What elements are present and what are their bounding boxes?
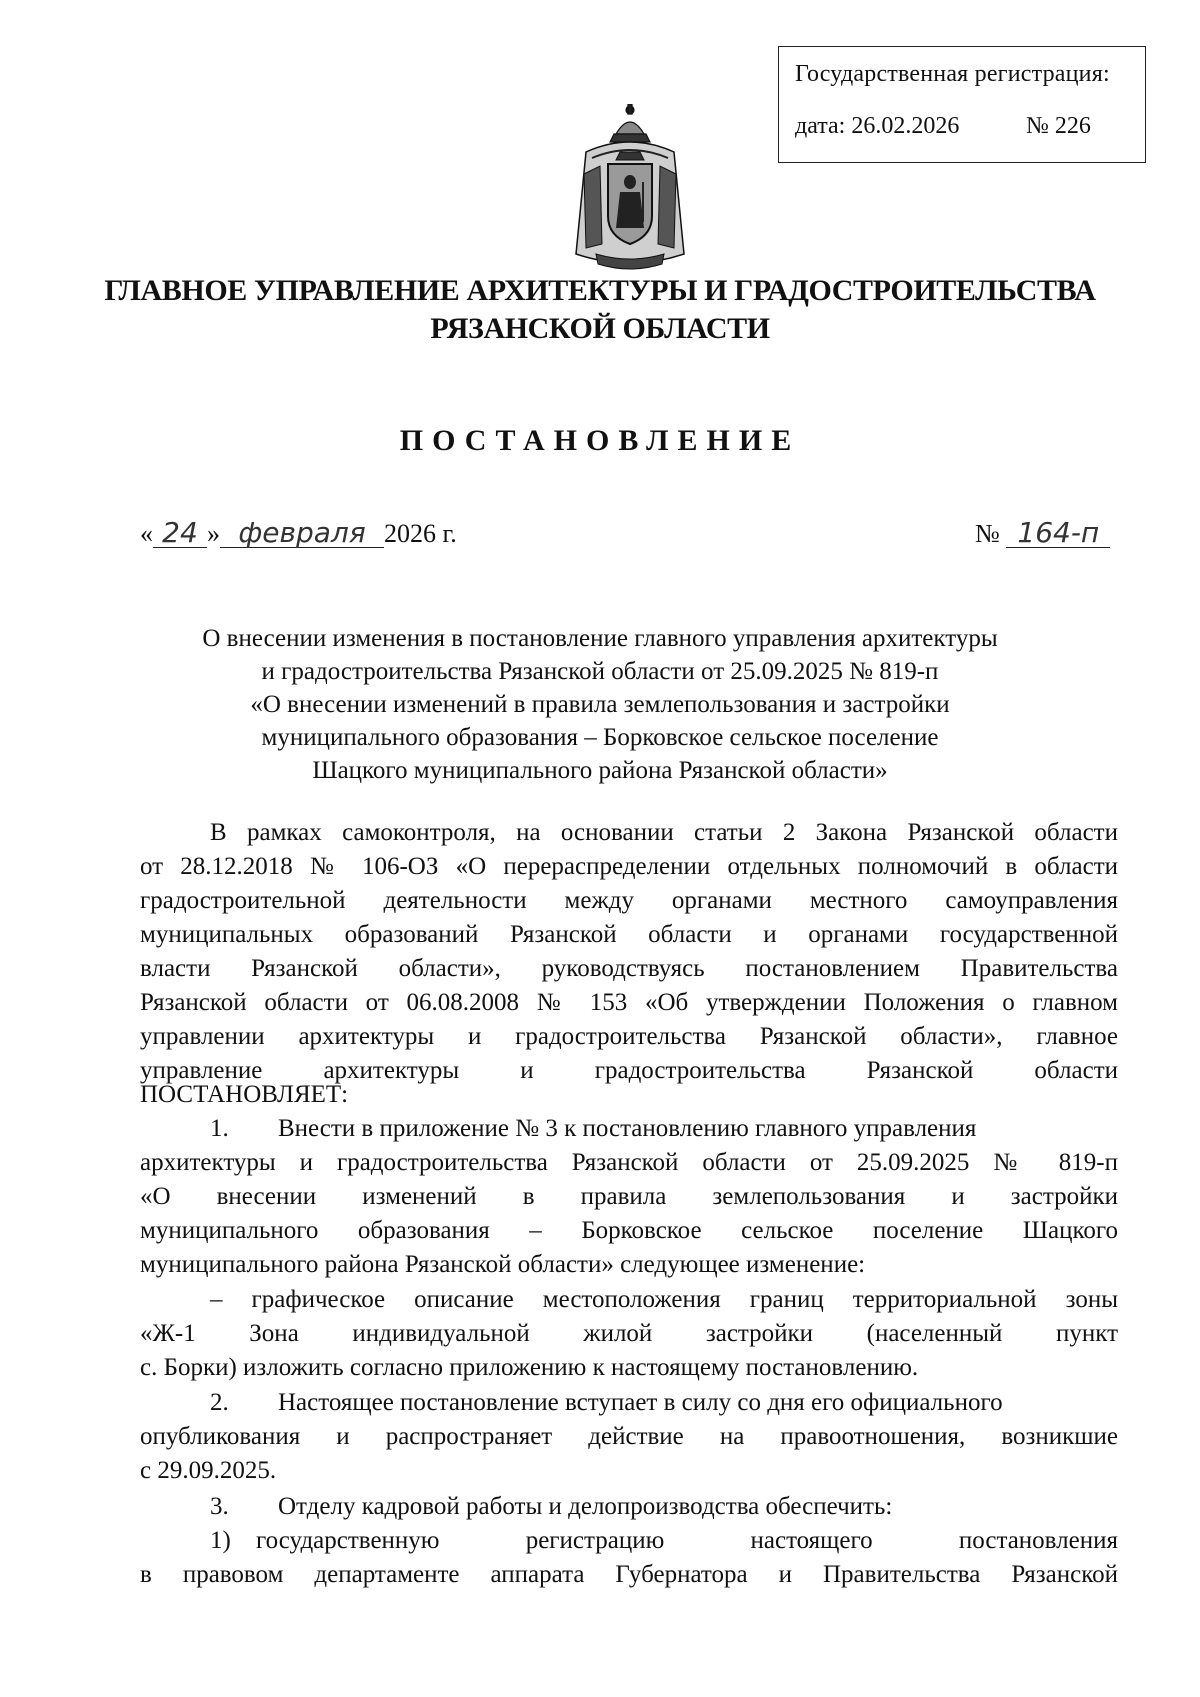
item-1-first-line bbox=[210, 1114, 1118, 1144]
document-number bbox=[975, 516, 1110, 549]
item-1-marker: 1. bbox=[210, 1115, 229, 1142]
item-2-line: с 29.09.2025. bbox=[140, 1457, 277, 1484]
document-type: ПОСТАНОВЛЕНИЕ bbox=[399, 424, 801, 457]
subject-line: и градостроительства Рязанской области от 25.09.2025 № 819-п bbox=[261, 658, 939, 685]
item-3-1-line: в правовом департаменте аппарата Губернатора и Правительства Рязанской bbox=[140, 1561, 1118, 1588]
preamble-line: власти Рязанской области», руководствуясь постановлением Правительства bbox=[140, 955, 1118, 982]
item-2-text: Настоящее постановление вступает в силу со дня его официального bbox=[278, 1389, 1003, 1416]
item-1-line: муниципального образования – Борковское сельское поселение Шацкого bbox=[140, 1217, 1118, 1244]
registration-number: № 226 bbox=[1026, 113, 1091, 139]
document-number-label: № bbox=[975, 519, 1000, 548]
item-2-marker: 2. bbox=[210, 1389, 229, 1416]
item-3-text: Отделу кадровой работы и делопроизводства обеспечить: bbox=[278, 1493, 893, 1520]
item-1-line: муниципального района Рязанской области» следующее изменение: bbox=[140, 1251, 866, 1278]
subject-line: муниципального образования – Борковское сельское поселение bbox=[261, 724, 939, 751]
preamble-line: Рязанской области от 06.08.2008 № 153 «Об утверждении Положения о главном bbox=[140, 989, 1118, 1016]
item-3-1-first-line bbox=[210, 1526, 1118, 1556]
item-3-marker: 3. bbox=[210, 1493, 229, 1520]
preamble-line: градостроительной деятельности между органами местного самоуправления bbox=[140, 887, 1118, 914]
document-subject bbox=[0, 622, 1200, 787]
registration-stamp bbox=[778, 46, 1146, 163]
subject-line: «О внесении изменений в правила землепользования и застройки bbox=[250, 691, 950, 718]
document-date bbox=[140, 516, 457, 549]
preamble-line: управлении архитектуры и градостроительства Рязанской области», главное bbox=[140, 1023, 1118, 1050]
date-year: 2026 г. bbox=[384, 519, 457, 548]
date-close-quote: » bbox=[207, 519, 220, 548]
organization-name-line-1: ГЛАВНОЕ УПРАВЛЕНИЕ АРХИТЕКТУРЫ И ГРАДОСТРОИТЕЛЬСТВА bbox=[104, 274, 1096, 307]
date-day: 24 bbox=[153, 519, 207, 548]
item-3-1-marker: 1) bbox=[210, 1527, 231, 1554]
item-1-sub-line: «Ж-1 Зона индивидуальной жилой застройки (населенный пункт bbox=[140, 1320, 1118, 1347]
item-3-first-line bbox=[210, 1492, 1118, 1522]
subject-line: Шацкого муниципального района Рязанской области» bbox=[312, 757, 888, 784]
item-1-text: Внести в приложение № 3 к постановлению главного управления bbox=[278, 1115, 977, 1142]
preamble-line: ПОСТАНОВЛЯЕТ: bbox=[140, 1081, 349, 1108]
preamble-line: управление архитектуры и градостроительства Рязанской области bbox=[140, 1057, 1118, 1084]
item-1-line: архитектуры и градостроительства Рязанской области от 25.09.2025 № 819-п bbox=[140, 1149, 1118, 1176]
preamble-line: от 28.12.2018 № 106-ОЗ «О перераспределении отдельных полномочий в области bbox=[140, 853, 1118, 880]
item-1-sub-line: с. Борки) изложить согласно приложению к настоящему постановлению. bbox=[140, 1354, 919, 1381]
organization-name-line-2: РЯЗАНСКОЙ ОБЛАСТИ bbox=[430, 312, 770, 345]
item-1-sub-line: – графическое описание местоположения границ территориальной зоны bbox=[210, 1286, 1118, 1313]
registration-title: Государственная регистрация: bbox=[795, 61, 1110, 87]
ryazan-coat-of-arms-icon bbox=[566, 104, 694, 274]
preamble-line: В рамках самоконтроля, на основании статьи 2 Закона Рязанской области bbox=[210, 819, 1118, 846]
item-3-1-text: государственную регистрацию настоящего постановления bbox=[256, 1527, 1118, 1554]
date-open-quote: « bbox=[140, 519, 153, 548]
item-2-line: опубликования и распространяет действие на правоотношения, возникшие bbox=[140, 1423, 1118, 1450]
item-1-line: «О внесении изменений в правила землепользования и застройки bbox=[140, 1183, 1118, 1210]
item-2-first-line bbox=[210, 1388, 1118, 1418]
subject-line: О внесении изменения в постановление главного управления архитектуры bbox=[202, 625, 998, 652]
preamble-line: муниципальных образований Рязанской области и органами государственной bbox=[140, 921, 1118, 948]
document-number-value: 164-п bbox=[1006, 519, 1110, 548]
registration-date-line bbox=[795, 113, 1091, 140]
registration-date: дата: 26.02.2026 bbox=[795, 113, 960, 139]
date-month: февраля bbox=[220, 519, 384, 548]
